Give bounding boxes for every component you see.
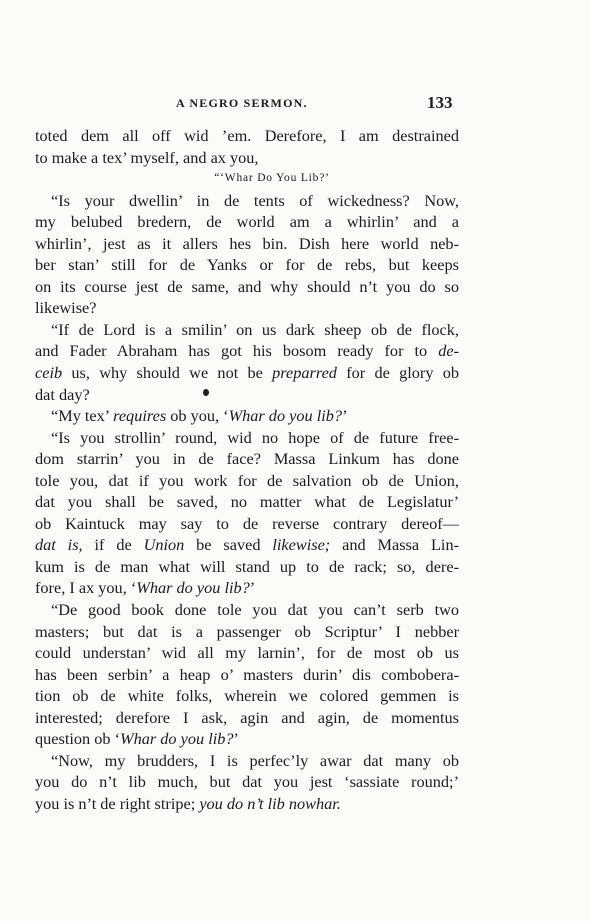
running-title: A NEGRO SERMON.	[176, 96, 308, 110]
text-line: “Is you strollin’ round, wid no hope of de future free-	[51, 427, 459, 447]
text-line: you do n’t lib much, but dat you jest ‘sassiate round;’	[35, 772, 459, 792]
page-number: 133	[427, 93, 453, 112]
text-line: dat is, if de Union be saved likewise; and Massa Lin-	[35, 535, 460, 555]
text-line: to make a tex’ myself, and ax you,	[35, 147, 259, 167]
text-line: on its course jest de same, and why should n’t you do so	[35, 276, 459, 296]
text-line: “De good book done tole you dat you can’t serb two	[51, 600, 459, 620]
ink-blot-mark	[203, 389, 209, 396]
text-line: dat day?	[35, 384, 90, 404]
text-line: and Fader Abraham has got his bosom ready for to de-	[35, 341, 459, 361]
text-line: dat you shall be saved, no matter what de Legislatur’	[35, 492, 459, 512]
text-line: toted dem all off wid ’em. Derefore, I am destrained	[35, 126, 459, 145]
text-line: could understan’ wid all my larnin’, for de most ob us	[35, 643, 459, 663]
text-line: interested; derefore I ask, agin and agin, de momentus	[35, 707, 459, 727]
text-line: likewise?	[35, 298, 97, 318]
text-line: fore, I ax you, ‘Whar do you lib?’	[35, 578, 256, 598]
text-line: ob Kaintuck may say to de reverse contrary dereof—	[35, 513, 459, 533]
text-line: “‘Whar Do You Lib?’	[214, 172, 330, 185]
text-line: “My tex’ requires ob you, ‘Whar do you lib?’	[51, 406, 348, 426]
text-line: you is n’t de right stripe; you do n’t lib nowhar.	[35, 793, 341, 813]
text-line: tion ob de white folks, wherein we colored gemmen is	[35, 686, 459, 706]
text-line: dom starrin’ you in de face? Massa Linkum has done	[35, 449, 459, 469]
text-line: tole you, dat if you work for de salvation ob de Union,	[35, 470, 459, 490]
text-line: whirlin’, jest as it allers hes bin. Dish here world neb-	[35, 233, 459, 253]
sermon-text	[35, 125, 459, 815]
text-line: kum is de man what will stand up to de rack; so, dere-	[35, 556, 459, 576]
text-line: masters; but dat is a passenger ob Scriptur’ I nebber	[35, 621, 459, 641]
page-header	[0, 93, 590, 117]
text-line: “If de Lord is a smilin’ on us dark sheep ob de flock,	[51, 319, 459, 339]
text-line: ber stan’ still for de Yanks or for de rebs, but keeps	[35, 255, 459, 275]
text-line: question ob ‘Whar do you lib?’	[35, 729, 239, 749]
text-line: “Is your dwellin’ in de tents of wickedness? Now,	[51, 190, 459, 210]
text-line: “Now, my brudders, I is perfec’ly awar dat many ob	[51, 750, 459, 770]
text-line: has been serbin’ a heap o’ masters durin’ dis combobera-	[35, 664, 459, 684]
text-line: ceib us, why should we not be preparred for de glory ob	[35, 363, 460, 383]
text-line: my belubed bredern, de world am a whirlin’ and a	[35, 212, 459, 232]
